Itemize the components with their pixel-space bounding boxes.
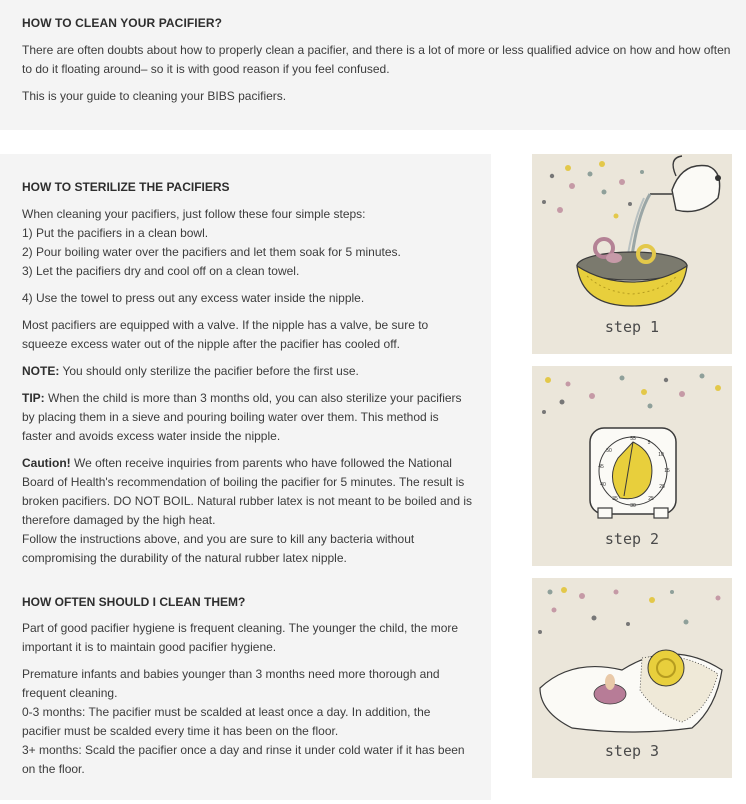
svg-text:15: 15 bbox=[664, 468, 670, 474]
frequency-0-3-months: 0-3 months: The pacifier must be scalded at least once a day. In addition, the pacifier must be scalded every time it has been on the floor. bbox=[22, 705, 431, 738]
svg-text:30: 30 bbox=[630, 503, 636, 509]
caution-text bbox=[22, 454, 472, 530]
intro-section bbox=[0, 0, 746, 130]
confetti-dots bbox=[538, 587, 721, 634]
step2-label: step 2 bbox=[604, 530, 660, 548]
svg-text:10: 10 bbox=[658, 452, 664, 458]
frequency-3-plus-months: 3+ months: Scald the pacifier once a day and rinse it under cold water if it has been on the floor. bbox=[22, 743, 465, 776]
svg-text:50: 50 bbox=[606, 448, 612, 454]
intro-guide-text: This is your guide to cleaning your BIBS pacifiers. bbox=[22, 89, 287, 103]
svg-text:25: 25 bbox=[648, 496, 654, 502]
kettle-bowl-illustration bbox=[532, 154, 732, 354]
svg-text:55: 55 bbox=[630, 436, 636, 442]
step1-label: step 1 bbox=[604, 318, 660, 336]
confetti-dots bbox=[542, 374, 721, 415]
note-body: You should only sterilize the pacifier before the first use. bbox=[59, 364, 359, 378]
note-text bbox=[22, 362, 472, 381]
tip-label: TIP: bbox=[22, 391, 45, 405]
step-item: 2) Pour boiling water over the pacifiers and let them soak for 5 minutes. bbox=[22, 245, 401, 259]
timer-illustration bbox=[532, 366, 732, 566]
follow-text: Follow the instructions above, and you are sure to kill any bacteria without compromising the durability of the natural rubber latex nipple. bbox=[22, 532, 415, 565]
kettle-icon bbox=[650, 156, 721, 212]
svg-text:40: 40 bbox=[600, 482, 606, 488]
step-item: 3) Let the pacifiers dry and cool off on a clean towel. bbox=[22, 264, 300, 278]
frequency-paragraph: Part of good pacifier hygiene is frequent cleaning. The younger the child, the more important it is to maintain good pacifier hygiene. bbox=[22, 621, 459, 654]
step-item: 4) Use the towel to press out any excess water inside the nipple. bbox=[22, 291, 365, 305]
svg-text:45: 45 bbox=[598, 464, 604, 470]
tip-text bbox=[22, 389, 472, 446]
step2-illustration bbox=[532, 366, 732, 566]
towel-icon bbox=[540, 654, 722, 732]
bowl-icon bbox=[577, 252, 687, 306]
valve-text: Most pacifiers are equipped with a valve. If the nipple has a valve, be sure to squeeze excess water out of the nipple after the pacifier has cooled off. bbox=[22, 318, 429, 351]
frequency-title: HOW OFTEN SHOULD I CLEAN THEM? bbox=[22, 595, 246, 609]
svg-text:20: 20 bbox=[659, 484, 665, 490]
steps-intro: When cleaning your pacifiers, just follow these four simple steps: bbox=[22, 207, 366, 221]
intro-title: HOW TO CLEAN YOUR PACIFIER? bbox=[22, 16, 223, 30]
caution-label: Caution! bbox=[22, 456, 71, 470]
step3-illustration bbox=[532, 578, 732, 778]
tip-body: When the child is more than 3 months old, you can also sterilize your pacifiers by placing them in a sieve and pouring boiling water over them. This method is faster and avoids excess water inside the nipple. bbox=[22, 391, 462, 443]
svg-text:5: 5 bbox=[647, 440, 651, 446]
instructions-section bbox=[0, 154, 491, 800]
step3-label: step 3 bbox=[604, 742, 660, 760]
step-item: 1) Put the pacifiers in a clean bowl. bbox=[22, 226, 209, 240]
frequency-premature: Premature infants and babies younger than 3 months need more thorough and frequent cleaning. bbox=[22, 667, 440, 700]
towel-illustration bbox=[532, 578, 732, 778]
step1-illustration bbox=[532, 154, 732, 354]
note-label: NOTE: bbox=[22, 364, 60, 378]
caution-body: We often receive inquiries from parents who have followed the National Board of Health's recommendation of boiling the pacifier for 5 minutes. The result is broken pacifiers. DO NOT BOIL. Natural rubber latex is not meant to be boiled and is therefore damaged by the high heat. bbox=[22, 456, 472, 527]
svg-text:35: 35 bbox=[612, 496, 618, 502]
intro-paragraph: There are often doubts about how to properly clean a pacifier, and there is a lot of more or less qualified advice on how and how often to do it floating around– so it is with good reason if you feel confused. bbox=[22, 43, 731, 76]
sterilize-title: HOW TO STERILIZE THE PACIFIERS bbox=[22, 180, 230, 194]
confetti-dots bbox=[542, 161, 644, 219]
